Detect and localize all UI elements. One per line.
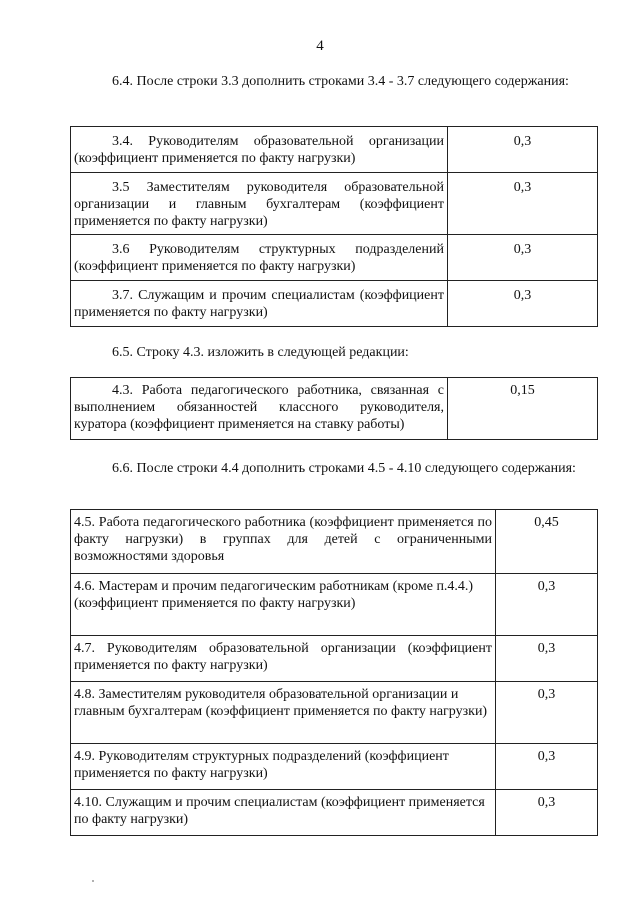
- row-text: 4.10. Служащим и прочим специалистам (коэффициент применяется по факту нагрузки): [71, 790, 496, 836]
- row-text: 4.8. Заместителям руководителя образовательной организации и главным бухгалтерам (коэффициент применяется по факту нагрузки): [71, 682, 496, 744]
- row-value: 0,3: [448, 173, 598, 235]
- row-text: 4.7. Руководителям образовательной организации (коэффициент применяется по факту нагрузки): [71, 636, 496, 682]
- row-value: 0,3: [448, 235, 598, 281]
- row-value: 0,3: [496, 744, 598, 790]
- row-value: 0,3: [448, 127, 598, 173]
- scan-speck: [92, 880, 94, 882]
- row-text: 3.5 Заместителям руководителя образовательной организации и главным бухгалтерам (коэффициент применяется по факту нагрузки): [74, 180, 444, 229]
- table-row: [71, 574, 598, 636]
- row-text: 3.6 Руководителям структурных подразделений (коэффициент применяется по факту нагрузки): [74, 242, 444, 274]
- table-row-4-3: [70, 377, 598, 440]
- row-text: 3.4. Руководителям образовательной организации (коэффициент применяется по факту нагрузки): [74, 134, 444, 166]
- table-rows-3-4-to-3-7: [70, 126, 598, 327]
- row-value: 0,3: [496, 790, 598, 836]
- row-value: 0,15: [448, 378, 598, 440]
- row-value: 0,45: [496, 510, 598, 574]
- table-row: [71, 682, 598, 744]
- table-row: [71, 790, 598, 836]
- table-row: [71, 281, 598, 327]
- table-rows-4-5-to-4-10: [70, 509, 598, 836]
- table-row: [71, 173, 598, 235]
- table-row: [71, 510, 598, 574]
- row-text: 3.7. Служащим и прочим специалистам (коэффициент применяется по факту нагрузки): [74, 288, 444, 320]
- section-6-6-intro: 6.6. После строки 4.4 дополнить строками 4.5 - 4.10 следующего содержания:: [112, 461, 576, 476]
- row-text: 4.5. Работа педагогического работника (коэффициент применяется по факту нагрузки) в группах для детей с ограниченными возможностями здоровья: [71, 510, 496, 574]
- row-text: 4.3. Работа педагогического работника, связанная с выполнением обязанностей классного руководителя, куратора (коэффициент применяется на ставку работы): [74, 383, 444, 432]
- row-text-2: (коэффициент применяется по факту нагрузки): [74, 596, 356, 611]
- row-value: 0,3: [496, 636, 598, 682]
- section-6-5-intro: 6.5. Строку 4.3. изложить в следующей редакции:: [112, 345, 409, 360]
- table-row: [71, 127, 598, 173]
- table-row: [71, 636, 598, 682]
- row-text: 4.9. Руководителям структурных подразделений (коэффициент применяется по факту нагрузки): [71, 744, 496, 790]
- row-value: 0,3: [448, 281, 598, 327]
- row-text: 4.6. Мастерам и прочим педагогическим работникам (кроме п.4.4.): [74, 579, 474, 594]
- table-row: [71, 235, 598, 281]
- section-6-4-intro: 6.4. После строки 3.3 дополнить строками 3.4 - 3.7 следующего содержания:: [112, 74, 569, 89]
- page-number: 4: [316, 38, 324, 54]
- table-row: [71, 744, 598, 790]
- row-value: 0,3: [496, 682, 598, 744]
- row-value: 0,3: [496, 574, 598, 636]
- table-row: [71, 378, 598, 440]
